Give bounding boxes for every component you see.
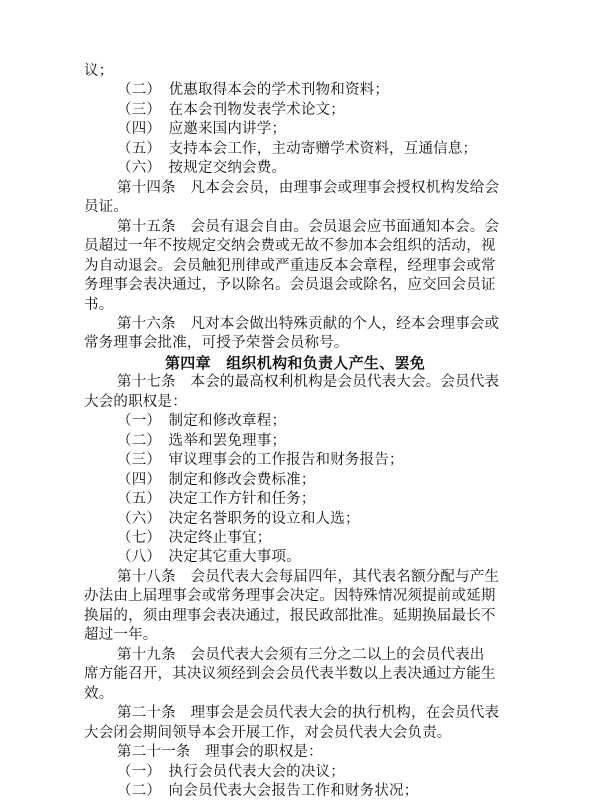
text-line: 议； — [84, 63, 114, 79]
text-line: 第二十一条 理事会的职权是： — [117, 744, 323, 760]
text-line: （五） 决定工作方针和任务； — [117, 491, 316, 507]
text-line: （六） 决定名誉职务的设立和人选； — [117, 511, 360, 527]
text-line: （三） 审议理事会的工作报告和财务报告； — [117, 452, 404, 468]
text-line: （五） 支持本会工作，主动寄赠学术资料，互通信息； — [117, 141, 478, 157]
text-line: 大会闭会期间领导本会开展工作，对会员代表大会负责。 — [84, 725, 452, 741]
chapter-title: 第四章 组织机构和负责人产生、罢免 — [165, 354, 426, 372]
text-line: （二） 优惠取得本会的学术刊物和资料； — [117, 82, 390, 98]
text-line: 第十七条 本会的最高权利机构是会员代表大会。会员代表 — [117, 374, 500, 390]
text-line: 办法由上届理事会或常务理事会决定。因特殊情况须提前或延期 — [84, 588, 496, 604]
text-line: 效。 — [84, 686, 114, 702]
text-line: （一） 制定和修改章程； — [117, 413, 287, 429]
text-line: 常务理事会批准，可授予荣誉会员称号。 — [84, 335, 349, 351]
text-line: （四） 制定和修改会费标准； — [117, 472, 316, 488]
text-line: （二） 向会员代表大会报告工作和财务状况； — [117, 783, 419, 799]
text-line: 大会的职权是： — [84, 394, 187, 410]
text-line: 换届的，须由理事会表决通过，报民政部批准。延期换届最长不 — [84, 608, 496, 624]
text-line: 第十九条 会员代表大会须有三分之二以上的会员代表出 — [117, 647, 485, 663]
text-line: （七） 决定终止事宜； — [117, 530, 272, 546]
text-line: （六） 按规定交纳会费。 — [117, 160, 287, 176]
text-line: 员证。 — [84, 199, 129, 215]
text-line: 为自动退会。会员触犯刑律或严重违反本会章程，经理事会或常 — [84, 258, 496, 274]
text-line: 书。 — [84, 297, 114, 313]
text-line: 第十四条 凡本会会员，由理事会或理事会授权机构发给会 — [117, 180, 500, 196]
text-line: （四） 应邀来国内讲学； — [117, 121, 287, 137]
text-line: 第十六条 凡对本会做出特殊贡献的个人，经本会理事会或 — [117, 316, 500, 332]
text-line: 第二十条 理事会是会员代表大会的执行机构，在会员代表 — [117, 705, 500, 721]
text-line: （二） 选举和罢免理事； — [117, 433, 287, 449]
text-line: 第十五条 会员有退会自由。会员退会应书面通知本会。会 — [117, 219, 500, 235]
text-line: （三） 在本会刊物发表学术论文； — [117, 102, 345, 118]
text-line: 第十八条 会员代表大会每届四年，其代表名额分配与产生 — [117, 569, 500, 585]
text-line: 员超过一年不按规定交纳会费或无故不参加本会组织的活动，视 — [84, 238, 496, 254]
text-line: 席方能召开，其决议须经到会会员代表半数以上表决通过方能生 — [84, 666, 496, 682]
text-line: 务理事会表决通过，予以除名。会员退会或除名，应交回会员证 — [84, 277, 496, 293]
text-line: （一） 执行会员代表大会的决议； — [117, 764, 345, 780]
text-line: （八） 决定其它重大事项。 — [117, 549, 301, 565]
text-line: 超过一年。 — [84, 627, 158, 643]
